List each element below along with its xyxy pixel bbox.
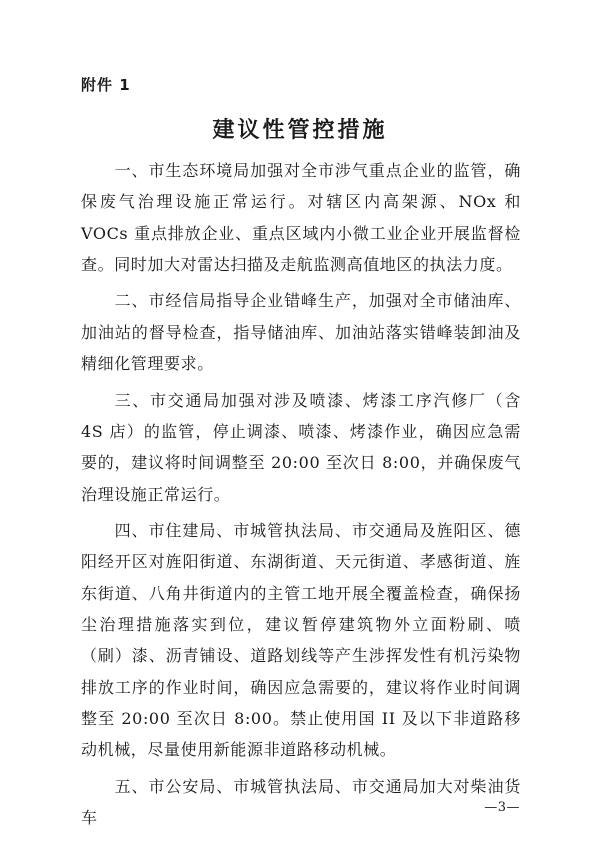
attachment-label: 附件 1 — [81, 76, 131, 94]
document-body — [81, 155, 521, 839]
paragraph-4: 四、市住建局、市城管执法局、市交通局及旌阳区、德阳经开区对旌阳街道、东湖街道、天元街道、孝感街道、旌东街道、八角井街道内的主管工地开展全覆盖检查，确保扬尘治理措施落实到位，建议暂停建筑物外立面粉刷、喷（刷）漆、沥青铺设、道路划线等产生涉挥发性有机污染物排放工序的作业时间，确因应急需要的，建议将作业时间调整至 20:00 至次日 8:00。禁止使用国 II 及以下非道路移动机械，尽量使用新能源非道路移动机械。 — [81, 521, 521, 760]
page-number: —3— — [484, 800, 520, 815]
paragraph-2: 二、市经信局指导企业错峰生产，加强对全市储油库、加油站的督导检查，指导储油库、加油站落实错峰装卸油及精细化管理要求。 — [81, 291, 521, 374]
paragraph-1: 一、市生态环境局加强对全市涉气重点企业的监管，确保废气治理设施正常运行。对辖区内高架源、NOx 和 VOCs 重点排放企业、重点区域内小微工业企业开展监督检查。同时加大对雷达扫描及走航监测高值地区的执法力度。 — [81, 161, 521, 274]
paragraph-3: 三、市交通局加强对涉及喷漆、烤漆工序汽修厂（含 4S 店）的监管，停止调漆、喷漆、烤漆作业，确因应急需要的，建议将时间调整至 20:00 至次日 8:00，并确保废气治理设施正常运行。 — [81, 390, 521, 504]
document-title: 建议性管控措施 — [212, 118, 388, 143]
paragraph-5: 五、市公安局、市城管执法局、市交通局加大对柴油货车 — [81, 776, 521, 828]
